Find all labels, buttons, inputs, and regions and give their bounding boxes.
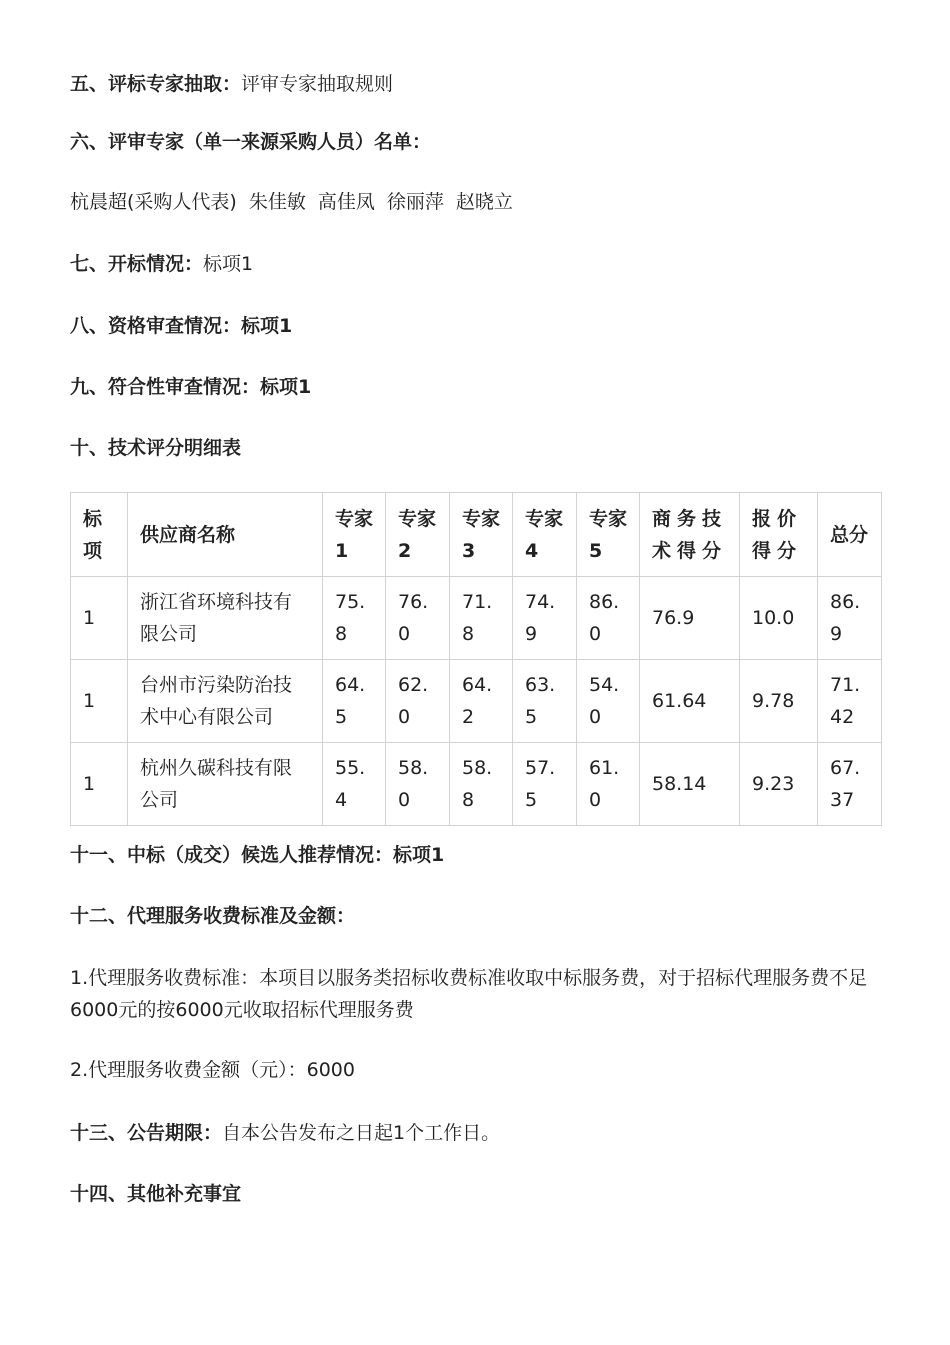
section-other-matters: 十四、其他补充事宜 — [70, 1183, 242, 1205]
cell-supplier: 杭州久碳科技有限公司 — [128, 743, 323, 826]
cell-expert-2: 62.0 — [386, 660, 450, 743]
section-announcement-period — [70, 1117, 500, 1149]
header-expert-5: 专家5 — [577, 493, 640, 577]
cell-expert-5: 61.0 — [577, 743, 640, 826]
agency-fee-amount: 2.代理服务收费金额（元）：6000 — [70, 1059, 355, 1081]
section-label: 五、评标专家抽取： — [70, 73, 242, 95]
technical-score-table — [70, 492, 882, 826]
expert-name: 高佳凤 — [317, 191, 375, 213]
section-qualification-review: 八、资格审查情况：标项1 — [70, 315, 293, 337]
cell-total: 86.9 — [818, 577, 882, 660]
header-expert-3: 专家3 — [450, 493, 513, 577]
header-total: 总分 — [818, 493, 882, 577]
agency-fee-standard: 1.代理服务收费标准：本项目以服务类招标收费标准收取中标服务费，对于招标代理服务费不足6000元的按6000元收取招标代理服务费 — [70, 967, 868, 1021]
header-expert-2: 专家2 — [386, 493, 450, 577]
cell-supplier: 浙江省环境科技有限公司 — [128, 577, 323, 660]
cell-expert-4: 74.9 — [513, 577, 577, 660]
table-row — [71, 577, 882, 660]
cell-expert-2: 58.0 — [386, 743, 450, 826]
section-label: 十三、公告期限： — [70, 1122, 223, 1144]
cell-expert-4: 57.5 — [513, 743, 577, 826]
cell-price-score: 10.0 — [740, 577, 818, 660]
expert-name: 徐丽萍 — [386, 191, 444, 213]
cell-business-tech-score: 61.64 — [640, 660, 740, 743]
cell-expert-1: 75.8 — [323, 577, 386, 660]
cell-expert-2: 76.0 — [386, 577, 450, 660]
cell-business-tech-score: 58.14 — [640, 743, 740, 826]
section-value: 标项1 — [203, 253, 254, 275]
cell-lot: 1 — [71, 577, 128, 660]
header-supplier: 供应商名称 — [128, 493, 323, 577]
section-winning-candidate: 十一、中标（成交）候选人推荐情况：标项1 — [70, 844, 445, 866]
cell-business-tech-score: 76.9 — [640, 577, 740, 660]
header-lot: 标项 — [71, 493, 128, 577]
expert-names — [70, 186, 525, 218]
section-label: 七、开标情况： — [70, 253, 204, 275]
header-business-tech-score: 商务技术得分 — [640, 493, 740, 577]
header-expert-4: 专家4 — [513, 493, 577, 577]
section-value: 评审专家抽取规则 — [241, 73, 394, 95]
cell-expert-1: 55.4 — [323, 743, 386, 826]
section-value: 自本公告发布之日起1个工作日。 — [222, 1122, 501, 1144]
cell-lot: 1 — [71, 743, 128, 826]
expert-name: 赵晓立 — [455, 191, 513, 213]
cell-total: 71.42 — [818, 660, 882, 743]
cell-supplier: 台州市污染防治技术中心有限公司 — [128, 660, 323, 743]
section-expert-list-heading: 六、评审专家（单一来源采购人员）名单： — [70, 131, 432, 153]
section-bid-opening — [70, 248, 253, 280]
table-header-row — [71, 493, 882, 577]
cell-price-score: 9.23 — [740, 743, 818, 826]
section-technical-score-heading: 十、技术评分明细表 — [70, 437, 242, 459]
cell-expert-1: 64.5 — [323, 660, 386, 743]
expert-name: 朱佳敏 — [248, 191, 306, 213]
cell-lot: 1 — [71, 660, 128, 743]
cell-expert-5: 86.0 — [577, 577, 640, 660]
cell-expert-3: 58.8 — [450, 743, 513, 826]
cell-expert-5: 54.0 — [577, 660, 640, 743]
header-expert-1: 专家1 — [323, 493, 386, 577]
cell-price-score: 9.78 — [740, 660, 818, 743]
section-agency-fee-heading: 十二、代理服务收费标准及金额： — [70, 905, 356, 927]
section-expert-selection — [70, 68, 393, 100]
expert-name: 杭晨超(采购人代表) — [70, 191, 237, 213]
table-row — [71, 743, 882, 826]
table-row — [71, 660, 882, 743]
cell-total: 67.37 — [818, 743, 882, 826]
header-price-score: 报价得分 — [740, 493, 818, 577]
cell-expert-3: 64.2 — [450, 660, 513, 743]
cell-expert-4: 63.5 — [513, 660, 577, 743]
section-compliance-review: 九、符合性审查情况：标项1 — [70, 376, 312, 398]
cell-expert-3: 71.8 — [450, 577, 513, 660]
